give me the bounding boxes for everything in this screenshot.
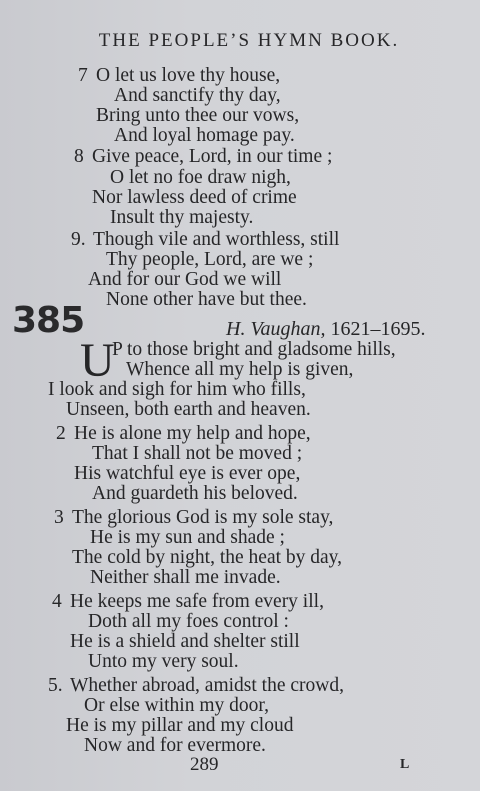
- running-header: THE PEOPLE’S HYMN BOOK.: [98, 30, 400, 51]
- verse-line: Insult thy majesty.: [110, 207, 254, 228]
- verse-number: 8: [74, 146, 84, 167]
- verse-line: And sanctify thy day,: [114, 85, 281, 106]
- verse-line: And for our God we will: [88, 269, 282, 290]
- verse-line: Or else within my door,: [84, 695, 269, 716]
- author-name: H. Vaughan,: [226, 318, 326, 340]
- verse-line: Nor lawless deed of crime: [92, 187, 297, 208]
- verse-line: 9. Though vile and worthless, still: [71, 229, 340, 250]
- verse-line: 8 Give peace, Lord, in our time ;: [74, 146, 333, 167]
- signature-mark: L: [400, 757, 410, 772]
- hymn-number: 385: [12, 300, 85, 341]
- verse-line: 4 He keeps me safe from every ill,: [52, 591, 324, 612]
- verse-line: He is my pillar and my cloud: [66, 715, 294, 736]
- verse-line: Neither shall me invade.: [90, 567, 281, 588]
- verse-number: 3: [54, 507, 64, 528]
- verse-line: Bring unto thee our vows,: [96, 105, 300, 126]
- verse-line: That I shall not be moved ;: [92, 443, 303, 464]
- verse-number: 4: [52, 591, 62, 612]
- verse-line: Unseen, both earth and heaven.: [66, 399, 311, 420]
- drop-cap: U: [80, 334, 115, 387]
- verse-line: Whence all my help is given,: [126, 359, 354, 380]
- verse-line: P to those bright and gladsome hills,: [112, 339, 396, 360]
- verse-line: He is my sun and shade ;: [90, 527, 285, 548]
- verse-number: 5.: [48, 675, 63, 696]
- verse-line: His watchful eye is ever ope,: [74, 463, 301, 484]
- verse-line: I look and sigh for him who fills,: [48, 379, 306, 400]
- verse-line: 2 He is alone my help and hope,: [56, 423, 311, 444]
- verse-line: O let no foe draw nigh,: [110, 167, 291, 188]
- verse-line: And loyal homage pay.: [114, 125, 295, 146]
- verse-line: The cold by night, the heat by day,: [72, 547, 343, 568]
- verse-line: 3 The glorious God is my sole stay,: [54, 507, 334, 528]
- verse-line: Unto my very soul.: [88, 651, 239, 672]
- page-number: 289: [190, 754, 219, 775]
- author-dates: 1621–1695.: [330, 318, 426, 340]
- verse-line: 7 O let us love thy house,: [78, 65, 281, 86]
- author-attribution: [226, 318, 425, 341]
- verse-line: Thy people, Lord, are we ;: [106, 249, 314, 270]
- verse-number: 2: [56, 423, 66, 444]
- verse-line: 5. Whether abroad, amidst the crowd,: [48, 675, 344, 696]
- verse-line: He is a shield and shelter still: [70, 631, 300, 652]
- verse-line: Now and for evermore.: [84, 735, 266, 756]
- verse-line: None other have but thee.: [106, 289, 307, 310]
- verse-number: 7: [78, 65, 88, 86]
- verse-number: 9.: [71, 229, 86, 250]
- verse-line: Doth all my foes control :: [88, 611, 289, 632]
- verse-line: And guardeth his beloved.: [92, 483, 298, 504]
